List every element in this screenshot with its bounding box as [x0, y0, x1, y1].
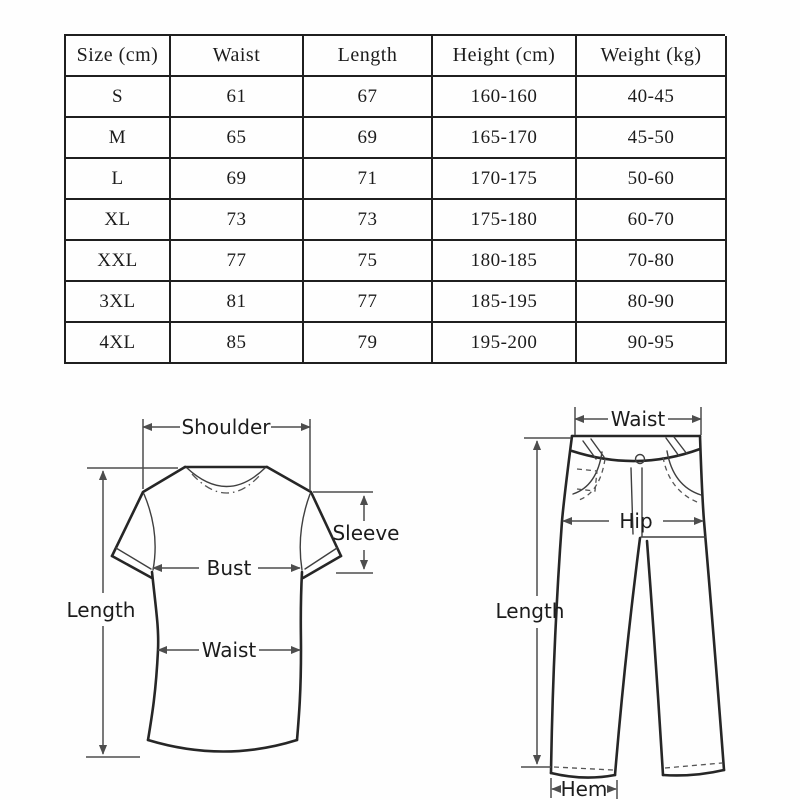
shirt-shoulder-label: Shoulder	[181, 415, 271, 439]
table-cell-length: 69	[304, 118, 433, 159]
pants-waist-label: Waist	[610, 407, 666, 431]
table-cell-weight: 80-90	[577, 282, 727, 323]
tshirt-left-shoulder-sleeve	[112, 467, 185, 556]
tshirt-outline	[112, 467, 341, 752]
shirt-length-label: Length	[66, 598, 136, 622]
table-cell-length: 79	[304, 323, 433, 364]
table-cell-length: 77	[304, 282, 433, 323]
tshirt-left-cuff-seam	[116, 548, 151, 569]
tshirt-hem	[148, 740, 297, 752]
column-header-weight: Weight (kg)	[577, 36, 727, 77]
table-cell-weight: 90-95	[577, 323, 727, 364]
table-cell-size: XXL	[66, 241, 171, 282]
column-header-size: Size (cm)	[66, 36, 171, 77]
table-cell-weight: 60-70	[577, 200, 727, 241]
table-cell-waist: 85	[171, 323, 304, 364]
table-cell-weight: 50-60	[577, 159, 727, 200]
table-cell-waist: 73	[171, 200, 304, 241]
table-cell-size: 3XL	[66, 282, 171, 323]
pants-diagram	[496, 407, 724, 800]
table-cell-height: 185-195	[433, 282, 577, 323]
table-cell-length: 67	[304, 77, 433, 118]
table-cell-size: M	[66, 118, 171, 159]
tshirt-collar-rib	[192, 474, 261, 493]
pants-left-inner	[615, 538, 640, 775]
table-cell-size: 4XL	[66, 323, 171, 364]
column-header-height: Height (cm)	[433, 36, 577, 77]
pants-right-outer	[700, 436, 724, 770]
tshirt-right-armhole-seam	[300, 494, 310, 570]
pants-right-hem	[663, 770, 724, 775]
pants-right-inner	[647, 541, 663, 775]
shirt-waist-label: Waist	[201, 638, 257, 662]
table-cell-length: 75	[304, 241, 433, 282]
table-cell-height: 175-180	[433, 200, 577, 241]
table-cell-length: 73	[304, 200, 433, 241]
table-cell-waist: 65	[171, 118, 304, 159]
table-cell-waist: 81	[171, 282, 304, 323]
table-cell-waist: 61	[171, 77, 304, 118]
pocket-right-stitch	[663, 457, 697, 502]
table-cell-length: 71	[304, 159, 433, 200]
table-cell-weight: 70-80	[577, 241, 727, 282]
table-cell-waist: 77	[171, 241, 304, 282]
tshirt-right-side	[297, 572, 302, 740]
hem-label: Hem	[560, 777, 608, 800]
tshirt-right-cuff-seam	[305, 548, 337, 569]
pants-right-hem-stitch	[665, 763, 722, 768]
tshirt-left-armhole-seam	[144, 494, 155, 570]
tshirt-collar-outer	[187, 468, 265, 487]
size-table	[64, 34, 725, 364]
table-cell-size: XL	[66, 200, 171, 241]
sleeve-label: Sleeve	[332, 521, 400, 545]
table-cell-size: S	[66, 77, 171, 118]
table-cell-waist: 69	[171, 159, 304, 200]
table-cell-height: 195-200	[433, 323, 577, 364]
tshirt-left-cuff	[112, 556, 152, 578]
pants-left-hem-stitch	[554, 767, 613, 770]
pants-length-label: Length	[495, 599, 565, 623]
table-cell-height: 170-175	[433, 159, 577, 200]
table-cell-height: 165-170	[433, 118, 577, 159]
column-header-length: Length	[304, 36, 433, 77]
tshirt-left-side	[148, 572, 158, 740]
tshirt-diagram	[67, 415, 400, 757]
pants-outline	[551, 436, 724, 778]
table-cell-weight: 45-50	[577, 118, 727, 159]
hip-label: Hip	[619, 509, 653, 533]
table-cell-height: 160-160	[433, 77, 577, 118]
table-cell-size: L	[66, 159, 171, 200]
column-header-waist: Waist	[171, 36, 304, 77]
bust-label: Bust	[206, 556, 252, 580]
measurement-diagrams	[0, 390, 800, 800]
table-cell-height: 180-185	[433, 241, 577, 282]
table-cell-weight: 40-45	[577, 77, 727, 118]
